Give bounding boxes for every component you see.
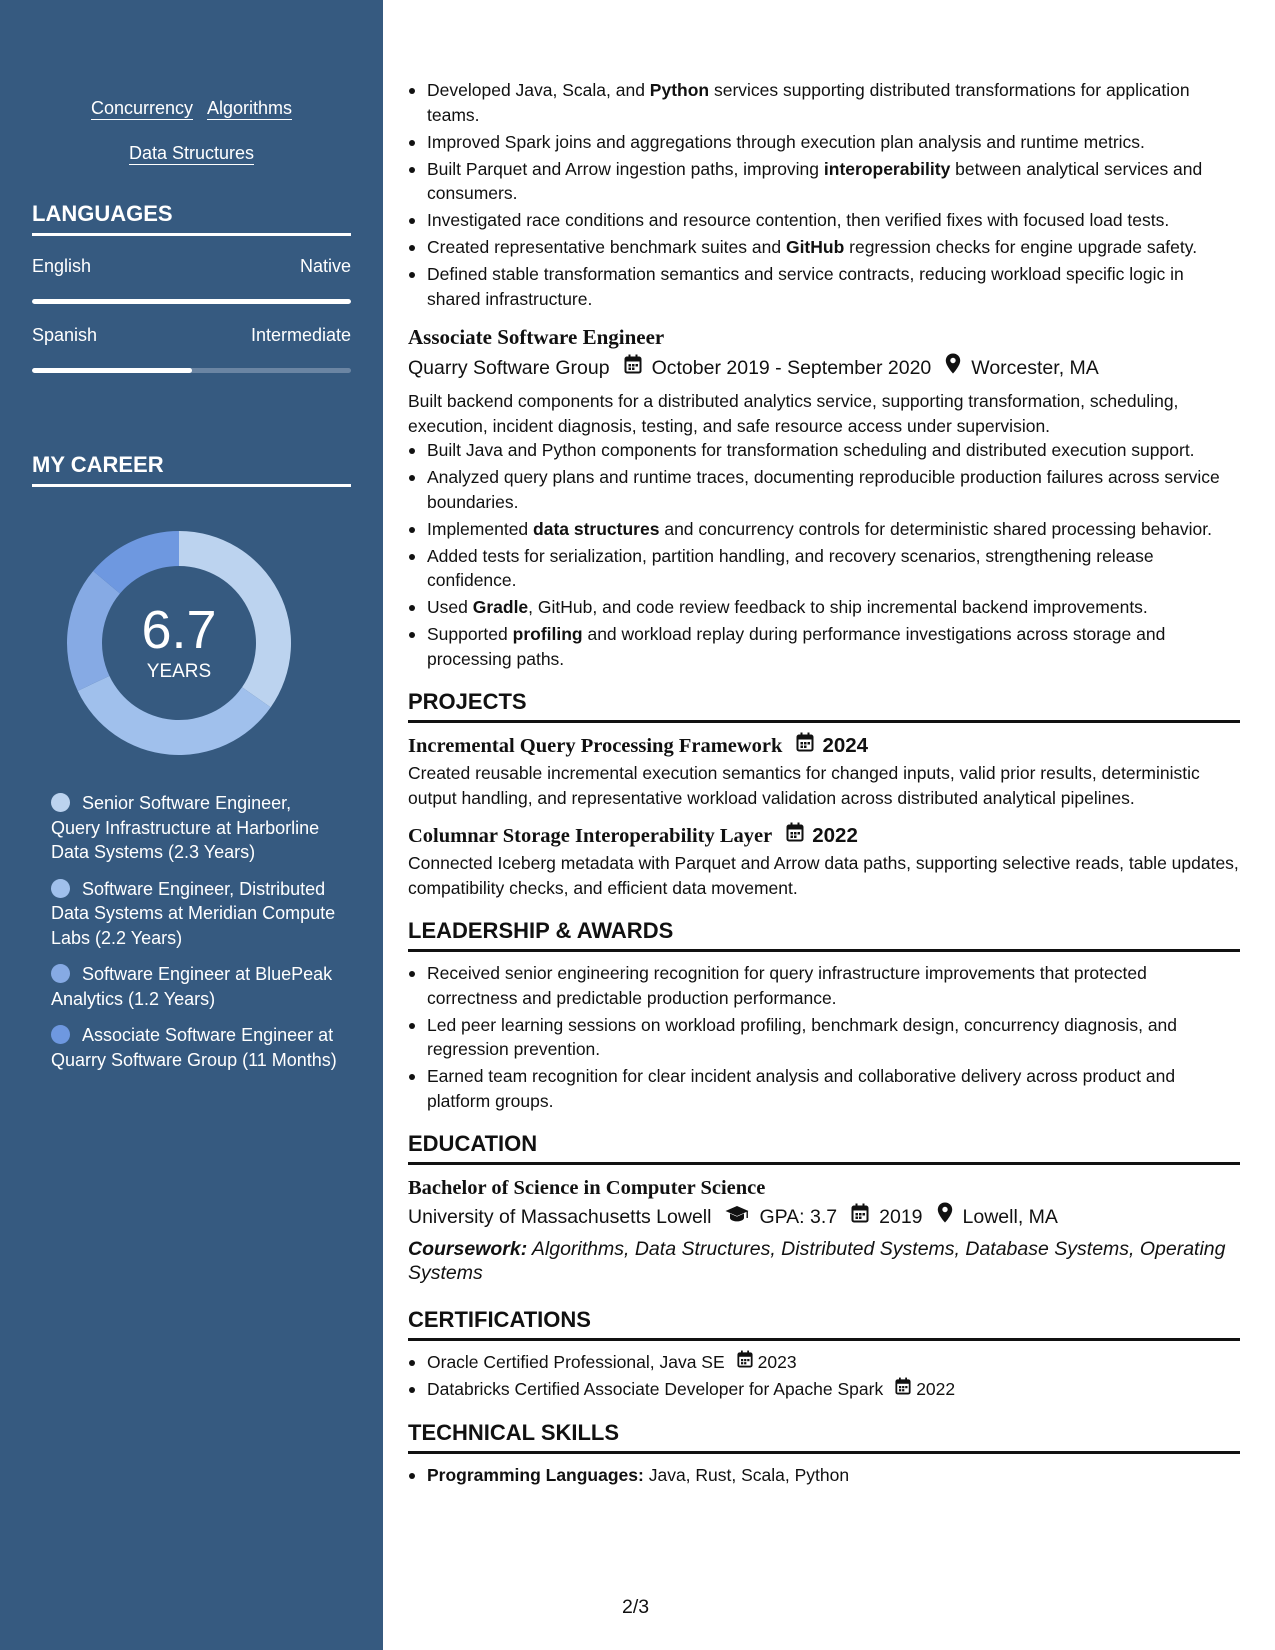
- experience-bullet: Created representative benchmark suites and GitHub regression checks for engine upgrade safety.: [408, 235, 1240, 260]
- language-row: [32, 256, 351, 277]
- language-row: [32, 325, 351, 346]
- language-name: Spanish: [32, 325, 98, 345]
- job-bullet: Added tests for serialization, partition handling, and recovery scenarios, strengthening release confidence.: [408, 544, 1240, 593]
- calendar-icon: [737, 1350, 753, 1375]
- graduation-cap-icon: [725, 1203, 749, 1231]
- project-description: Connected Iceberg metadata with Parquet and Arrow data paths, supporting selective reads, table updates, compatibility checks, and efficient data movement.: [408, 853, 1239, 898]
- leadership-heading: LEADERSHIP & AWARDS: [408, 916, 1240, 952]
- project-description: Created reusable incremental execution semantics for changed inputs, valid prior results, deterministic output handling, and representative workload validation across distributed analytical pipelines.: [408, 763, 1200, 808]
- education-location: Lowell, MA: [962, 1205, 1058, 1228]
- experience-bullet: Built Parquet and Arrow ingestion paths, improving interoperability between analytical services and consumers.: [408, 157, 1240, 206]
- certification-name: Oracle Certified Professional, Java SE: [427, 1352, 725, 1372]
- job-bullet: Used Gradle, GitHub, and code review feedback to ship incremental backend improvements.: [408, 595, 1240, 620]
- career-legend-label: Associate Software Engineer at Quarry Software Group (11 Months): [51, 1025, 337, 1070]
- skill-tag: Concurrency: [90, 98, 193, 118]
- job-company: Quarry Software Group: [408, 356, 610, 379]
- main-content: [408, 78, 1240, 1490]
- calendar-icon: [796, 732, 814, 760]
- career-total: [66, 530, 292, 756]
- graduation-year: 2019: [879, 1205, 923, 1228]
- coursework-label: Coursework:: [408, 1238, 528, 1260]
- calendar-icon: [851, 1203, 869, 1231]
- certifications-list: [408, 1350, 1240, 1402]
- page-number: 2/3: [622, 1596, 650, 1618]
- career-heading: MY CAREER: [32, 452, 351, 487]
- skill-tags: [0, 86, 383, 176]
- skill-values: Java, Rust, Scala, Python: [643, 1464, 850, 1485]
- project-name: Columnar Storage Interoperability Layer: [408, 825, 773, 847]
- career-legend: [51, 791, 341, 1084]
- career-total-unit: YEARS: [146, 661, 212, 682]
- coursework: [408, 1237, 1240, 1285]
- calendar-icon: [895, 1377, 911, 1402]
- technical-skills-heading: TECHNICAL SKILLS: [408, 1418, 1240, 1454]
- skill-category: Programming Languages:: [427, 1464, 644, 1485]
- certification-name: Databricks Certified Associate Developer for Apache Spark: [427, 1379, 884, 1399]
- certification-year: 2023: [757, 1352, 797, 1372]
- legend-dot-icon: [51, 793, 70, 812]
- coursework-list: Algorithms, Data Structures, Distributed Systems, Database Systems, Operating Systems: [408, 1238, 1226, 1284]
- career-total-value: 6.7: [141, 600, 217, 660]
- calendar-icon: [786, 822, 804, 850]
- career-legend-label: Senior Software Engineer, Query Infrastructure at Harborline Data Systems (2.3 Years): [51, 793, 320, 862]
- job-title: Associate Software Engineer: [408, 325, 665, 349]
- experience-bullets-continued: [408, 78, 1240, 311]
- education-meta: [408, 1202, 1240, 1231]
- leadership-item: Earned team recognition for clear incident analysis and collaborative delivery across product and platform groups.: [408, 1064, 1240, 1113]
- technical-skills-list: [408, 1463, 1240, 1488]
- school-name: University of Massachusetts Lowell: [408, 1205, 712, 1228]
- certifications-heading: CERTIFICATIONS: [408, 1305, 1240, 1341]
- career-legend-item: [51, 877, 341, 951]
- languages-heading: LANGUAGES: [32, 201, 351, 236]
- language-proficiency-bar: [32, 299, 351, 304]
- project-name: Incremental Query Processing Framework: [408, 735, 783, 757]
- job-description: Built backend components for a distributed analytics service, supporting transformation, scheduling, execution, incident diagnosis, testing, and safe resource access under supervision.: [408, 391, 1179, 436]
- experience-bullet: Investigated race conditions and resource contention, then verified fixes with focused load tests.: [408, 208, 1240, 233]
- leadership-item: Received senior engineering recognition for query infrastructure improvements that protected correctness and predictable production performance.: [408, 961, 1240, 1010]
- gpa: GPA: 3.7: [759, 1205, 838, 1228]
- job-bullets: [408, 438, 1240, 671]
- job-location: Worcester, MA: [971, 356, 1099, 379]
- certification-item: [408, 1350, 1240, 1375]
- career-legend-label: Software Engineer, Distributed Data Systems at Meridian Compute Labs (2.2 Years): [51, 878, 336, 948]
- education-heading: EDUCATION: [408, 1129, 1240, 1165]
- legend-dot-icon: [51, 1025, 70, 1044]
- experience-bullet: Improved Spark joins and aggregations through execution plan analysis and runtime metrics.: [408, 130, 1240, 155]
- career-legend-label: Software Engineer at BluePeak Analytics (1.2 Years): [51, 964, 333, 1009]
- legend-dot-icon: [51, 964, 70, 983]
- projects-heading: PROJECTS: [408, 687, 1240, 723]
- language-level: Intermediate: [250, 325, 351, 345]
- map-pin-icon: [937, 1202, 953, 1231]
- language-proficiency-fill: [32, 368, 192, 373]
- project-title: [408, 732, 1240, 760]
- job-bullet: Built Java and Python components for transformation scheduling and distributed execution support.: [408, 438, 1240, 463]
- certification-year: 2022: [916, 1379, 956, 1399]
- language-proficiency-fill: [32, 299, 351, 304]
- map-pin-icon: [945, 353, 961, 382]
- technical-skill-item: [408, 1463, 1240, 1488]
- language-name: English: [32, 256, 92, 276]
- project-title: [408, 822, 1240, 850]
- skill-tag: Data Structures: [128, 143, 255, 163]
- certification-item: [408, 1377, 1240, 1402]
- language-proficiency-bar: [32, 368, 351, 373]
- job-bullet: Implemented data structures and concurrency controls for deterministic shared processing behavior.: [408, 517, 1240, 542]
- sidebar: [0, 0, 383, 1650]
- calendar-icon: [624, 354, 642, 382]
- leadership-item: Led peer learning sessions on workload profiling, benchmark design, concurrency diagnosis, and regression prevention.: [408, 1013, 1240, 1062]
- job-bullet: Analyzed query plans and runtime traces, documenting reproducible production failures across service boundaries.: [408, 465, 1240, 514]
- career-legend-item: [51, 791, 341, 865]
- experience-bullet: Defined stable transformation semantics and service contracts, reducing workload specific logic in shared infrastructure.: [408, 262, 1240, 311]
- legend-dot-icon: [51, 879, 70, 898]
- job-dates: October 2019 - September 2020: [651, 356, 932, 379]
- project-year: 2024: [822, 734, 869, 757]
- career-legend-item: [51, 962, 341, 1011]
- skill-tag: Algorithms: [207, 98, 293, 118]
- language-level: Native: [299, 256, 351, 276]
- leadership-list: [408, 961, 1240, 1113]
- job-bullet: Supported profiling and workload replay during performance investigations across storage and processing paths.: [408, 622, 1240, 671]
- project-year: 2022: [812, 824, 858, 847]
- experience-bullet: Developed Java, Scala, and Python services supporting distributed transformations for application teams.: [408, 78, 1240, 127]
- degree-title: Bachelor of Science in Computer Science: [408, 1177, 766, 1199]
- career-legend-item: [51, 1023, 341, 1072]
- job-meta: [408, 353, 1240, 382]
